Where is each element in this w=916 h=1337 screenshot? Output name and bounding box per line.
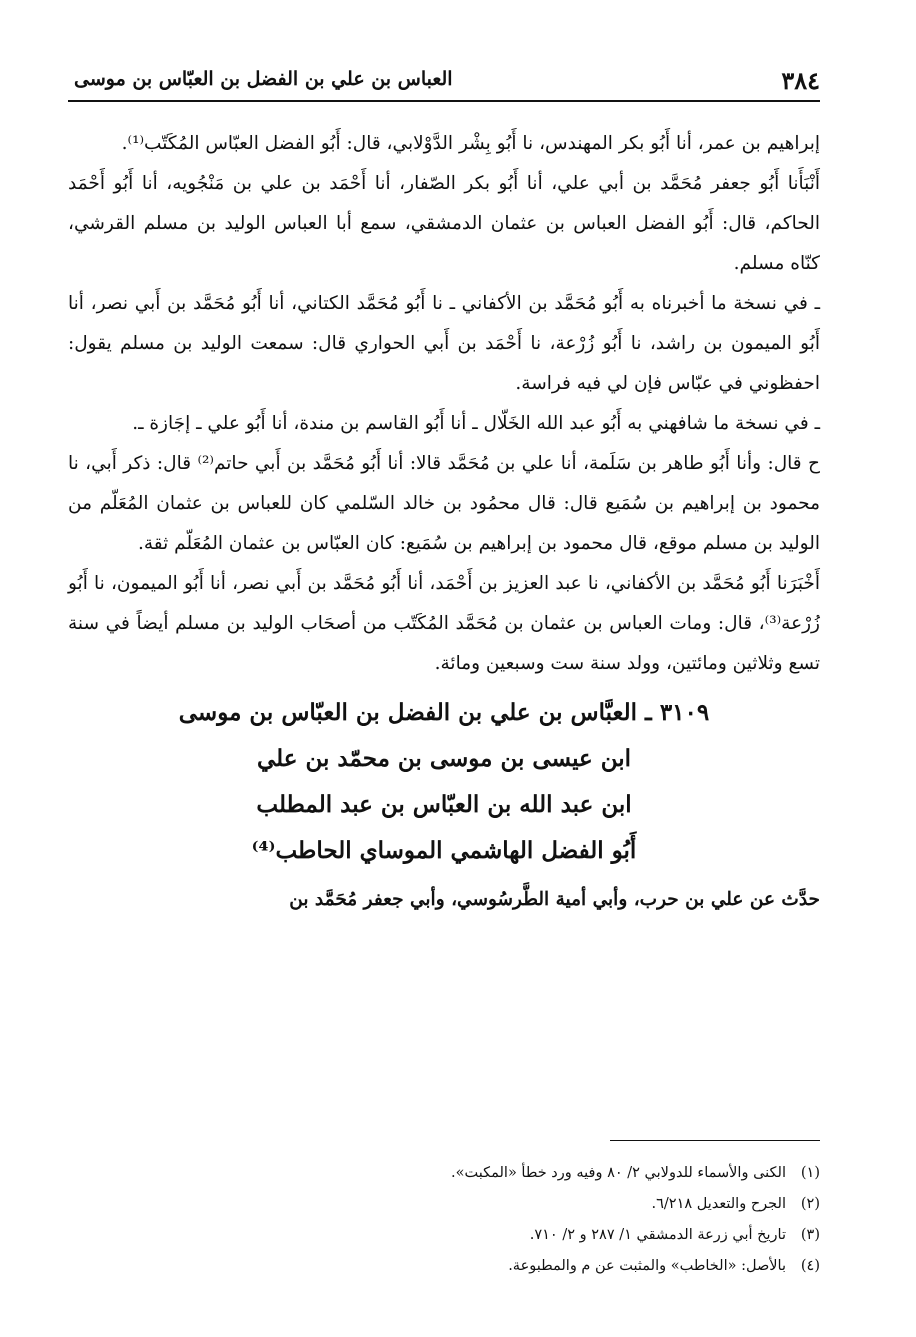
- book-page: [68, 62, 820, 1322]
- footnote-1: [68, 1158, 820, 1189]
- footnote-number: (٣): [800, 1227, 820, 1243]
- footnote-text: الكنى والأسماء للدولابي ٢/ ٨٠ وفيه ورد خطأ «المكبت».: [451, 1165, 786, 1181]
- footnote-3: [68, 1220, 820, 1251]
- paragraph-4: ـ في نسخة ما شافهني به أَبُو عبد الله الخَلّال ـ أنا أَبُو القاسم بن مندة، أنا أَبُو علي ـ إجَازة ـ.: [132, 413, 820, 434]
- footnote-number: (٢): [800, 1196, 820, 1212]
- main-text: [68, 124, 820, 920]
- page-header: [68, 62, 820, 102]
- footnote-text: بالأصل: «الخاطب» والمثبت عن م والمطبوعة.: [508, 1258, 786, 1274]
- paragraph-5: ح قال: وأنا أَبُو طاهر بن سَلَمة، أنا علي بن مُحَمَّد قالا: أنا أَبُو مُحَمَّد بن أَبي حاتم⁽²⁾ قال: ذكر أَبي، نا محمود بن إبراهيم بن سُمَيع قال: قال محمُود بن خالد السّلمي كان للعباس بن عثمان المُعَلّم من الوليد بن مسلم موقع، قال محمود بن إبراهيم بن سُمَيع: كان العبّاس بن عثمان المُعَلّم ثقة.: [68, 453, 820, 554]
- paragraph-6: أَخْبَرَنا أَبُو مُحَمَّد بن الأكفاني، نا عبد العزيز بن أَحْمَد، أنا أَبُو مُحَمَّد بن أَبي نصر، أنا أَبُو الميمون، نا أَبُو زُرْعة⁽³⁾، قال: ومات العباس بن عثمان بن مُحَمَّد المُكَتّب من أصحَاب الوليد بن مسلم أيضاً في سنة تسع وثلاثين ومائتين، وولد سنة ست وسبعين ومائة.: [68, 573, 820, 674]
- footnote-number: (٤): [800, 1258, 820, 1274]
- footnote-text: الجرح والتعديل ٦/٢١٨.: [651, 1196, 786, 1212]
- footnote-2: [68, 1189, 820, 1220]
- entry-heading-line-1: ٣١٠٩ ـ العبَّاس بن علي بن الفضل بن العبّاس بن موسى: [178, 699, 710, 726]
- entry-heading-line-4: أَبُو الفضل الهاشمي الموساي الحاطب⁽⁴⁾: [251, 837, 637, 864]
- footnote-number: (١): [800, 1165, 820, 1181]
- footnote-4: [68, 1251, 820, 1282]
- footnotes: [68, 1158, 820, 1282]
- footnote-text: تاريخ أبي زرعة الدمشقي ١/ ٢٨٧ و ٢/ ٧١٠.: [529, 1227, 786, 1243]
- entry-heading: [68, 690, 820, 874]
- entry-first-line: حدَّث عن علي بن حرب، وأبي أمية الطَّرسُوسي، وأبي جعفر مُحَمَّد بن: [289, 889, 820, 910]
- entry-heading-line-3: ابن عبد الله بن العبّاس بن عبد المطلب: [256, 791, 632, 818]
- page-number: ٣٨٤: [781, 66, 820, 95]
- running-title: العباس بن علي بن الفضل بن العبّاس بن موسى: [74, 68, 453, 90]
- footnote-divider: [610, 1140, 820, 1141]
- paragraph-3: ـ في نسخة ما أخبرناه به أَبُو مُحَمَّد بن الأكفاني ـ نا أَبُو مُحَمَّد الكتاني، أنا أَبُو مُحَمَّد بن أَبي نصر، أنا أَبُو الميمون بن راشد، نا أَبُو زُرْعة، نا أَحْمَد بن أَبي الحواري قال: سمعت الوليد بن مسلم يقول: احفظوني في عبّاس فإن لي فيه فراسة.: [68, 293, 820, 394]
- paragraph-1: إبراهيم بن عمر، أنا أَبُو بكر المهندس، نا أَبُو بِشْر الدَّوْلابي، قال: أَبُو الفضل العبّاس المُكَتّب⁽¹⁾.: [121, 133, 820, 154]
- entry-heading-line-2: ابن عيسى بن موسى بن محمّد بن علي: [256, 745, 632, 772]
- paragraph-2: أَنْبَأَنا أَبُو جعفر مُحَمَّد بن أبي علي، أنا أَبُو بكر الصّفار، أنا أَحْمَد بن علي بن مَنْجُويه، أنا أَبُو أَحْمَد الحاكم، قال: أَبُو الفضل العباس بن عثمان الدمشقي، سمع أبا العباس الوليد بن مسلم القرشي، كنّاه مسلم.: [68, 173, 820, 274]
